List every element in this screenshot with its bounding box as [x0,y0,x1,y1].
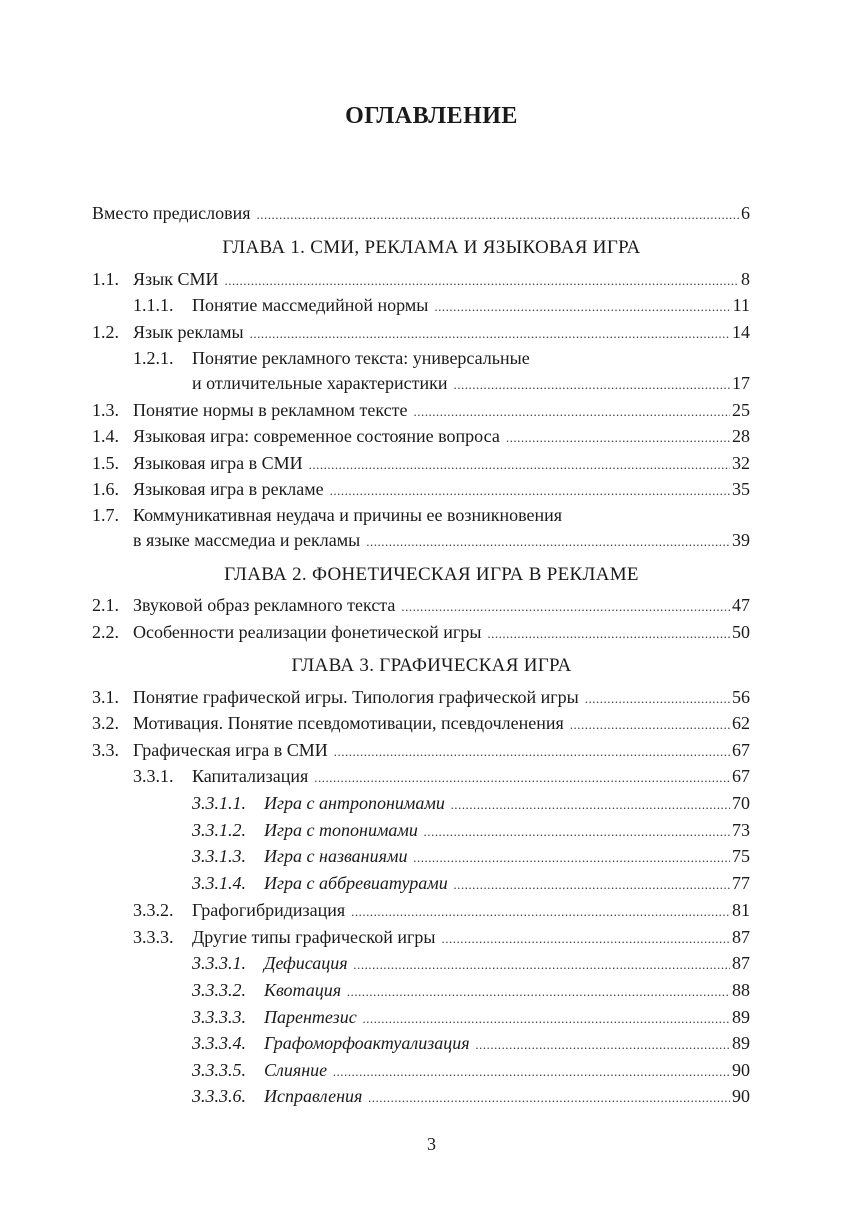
toc-entry-text: Парентезис [264,1007,357,1027]
toc-entry[interactable] [92,424,750,448]
leader-dots [487,622,730,646]
toc-entry[interactable] [92,477,750,501]
toc-entry-text: Особенности реализации фонетической игры [133,622,482,642]
toc-entry-text: Языковая игра в СМИ [133,453,303,473]
toc-entry-number: 1.5. [92,453,119,473]
toc-entry[interactable] [92,320,750,344]
toc-entry-number: 3.3.1.4. [192,873,246,893]
toc-entry-text: Коммуникативная неудача и причины ее возникновения [133,505,563,525]
toc-entry[interactable] [192,844,750,868]
leader-dots [333,1060,730,1084]
leader-dots [347,980,730,1004]
toc-entry-page: 73 [732,820,750,840]
toc-entry-page: 70 [732,793,750,813]
toc-entry-text: и отличительные характеристики [192,373,448,393]
leader-dots [257,203,739,227]
toc-entry-page: 14 [732,322,750,342]
toc-entry-text: Графическая игра в СМИ [133,740,328,760]
toc-entry[interactable] [92,711,750,735]
toc-entry[interactable] [92,738,750,762]
toc-entry-page: 81 [732,900,750,920]
leader-dots [454,873,730,897]
toc-entry-page: 17 [732,373,750,393]
toc-entry-page: 35 [732,479,750,499]
toc-entry-page: 56 [732,687,750,707]
toc-entry[interactable] [133,898,750,922]
leader-dots [224,269,739,293]
leader-dots [366,530,730,554]
toc-entry[interactable] [92,685,750,709]
toc-entry-preface[interactable] [92,201,750,225]
toc-entry-number: 1.2. [92,322,119,342]
toc-entry[interactable] [192,871,750,895]
toc-entry-page: 75 [732,846,750,866]
toc-entry-page: 89 [732,1033,750,1053]
leader-dots [476,1033,730,1057]
toc-entry-text: Игра с аббревиатурами [264,873,448,893]
leader-dots [453,373,730,397]
toc-entry[interactable] [92,267,750,291]
toc-entry-text: Вместо предисловия [92,203,251,223]
toc-entry-number: 3.3. [92,740,119,760]
toc-entry[interactable] [92,620,750,644]
leader-dots [401,595,730,619]
toc-entry-number: 1.6. [92,479,119,499]
toc-entry-page: 8 [741,269,750,289]
toc-entry-number: 3.3.3. [133,927,174,947]
leader-dots [363,1007,730,1031]
leader-dots [413,846,730,870]
toc-entry-text: Звуковой образ рекламного текста [133,595,396,615]
toc-entry[interactable] [133,293,750,317]
toc-entry-text: Квотация [264,980,342,1000]
leader-dots [354,953,730,977]
toc-entry-text: Мотивация. Понятие псевдомотивации, псевдочленения [133,713,564,733]
toc-entry-number: 3.2. [92,713,119,733]
toc-entry-text: Слияние [264,1060,328,1080]
toc-entry-number: 1.1. [92,269,119,289]
toc-entry-text: Исправления [264,1086,363,1106]
toc-entry-text: Игра с антропонимами [264,793,445,813]
toc-entry[interactable] [192,1084,750,1108]
toc-entry-text: Другие типы графической игры [192,927,436,947]
toc-entry-number: 1.1.1. [133,295,174,315]
toc-entry-continuation[interactable] [133,528,750,552]
toc-entry-first-line[interactable] [133,346,530,370]
toc-entry-page: 62 [732,713,750,733]
toc-entry-page: 90 [732,1060,750,1080]
toc-entry-page: 90 [732,1086,750,1106]
toc-entry-text: Игра с топонимами [264,820,418,840]
toc-entry-page: 89 [732,1007,750,1027]
leader-dots [309,453,730,477]
toc-entry[interactable] [192,951,750,975]
toc-entry-number: 1.4. [92,426,119,446]
toc-entry-number: 3.3.1. [133,766,174,786]
toc-entry-page: 77 [732,873,750,893]
chapter-heading: ГЛАВА 1. СМИ, РЕКЛАМА И ЯЗЫКОВАЯ ИГРА [222,237,641,258]
toc-entry-page: 32 [732,453,750,473]
leader-dots [451,793,730,817]
toc-entry-number: 3.3.3.2. [192,980,246,1000]
toc-entry-number: 3.3.3.6. [192,1086,246,1106]
toc-entry-number: 3.3.3.5. [192,1060,246,1080]
toc-entry-text: в языке массмедиа и рекламы [133,530,361,550]
toc-entry-page: 11 [732,295,750,315]
toc-entry-number: 1.7. [92,505,119,525]
leader-dots [442,927,731,951]
toc-entry[interactable] [92,398,750,422]
toc-entry-number: 3.3.1.1. [192,793,246,813]
toc-entry[interactable] [192,1005,750,1029]
toc-entry-text: Понятие нормы в рекламном тексте [133,400,408,420]
toc-entry-number: 3.3.1.2. [192,820,246,840]
toc-entry-page: 39 [732,530,750,550]
toc-entry-text: Язык СМИ [133,269,219,289]
leader-dots [506,426,730,450]
leader-dots [585,687,730,711]
toc-entry-number: 3.3.3.3. [192,1007,246,1027]
chapter-heading: ГЛАВА 3. ГРАФИЧЕСКАЯ ИГРА [291,655,572,676]
leader-dots [314,766,730,790]
toc-entry-number: 1.2.1. [133,348,174,368]
toc-entry-page: 47 [732,595,750,615]
toc-entry[interactable] [133,925,750,949]
toc-entry-text: Графоморфоактуализация [264,1033,470,1053]
toc-entry[interactable] [192,818,750,842]
toc-entry-text: Игра с названиями [264,846,408,866]
toc-entry-page: 25 [732,400,750,420]
toc-entry[interactable] [192,791,750,815]
toc-entry-number: 3.1. [92,687,119,707]
toc-entry-first-line[interactable] [92,503,562,527]
toc-entry[interactable] [192,1031,750,1055]
toc-entry-page: 6 [741,203,750,223]
toc-entry[interactable] [192,978,750,1002]
toc-entry[interactable] [192,1058,750,1082]
chapter-heading: ГЛАВА 2. ФОНЕТИЧЕСКАЯ ИГРА В РЕКЛАМЕ [224,564,639,585]
leader-dots [250,322,730,346]
leader-dots [334,740,730,764]
toc-entry-page: 28 [732,426,750,446]
page-title: ОГЛАВЛЕНИЕ [345,103,518,129]
toc-entry-number: 3.3.3.1. [192,953,246,973]
toc-entry-text: Язык рекламы [133,322,244,342]
toc-entry-page: 87 [732,953,750,973]
toc-entry-text: Графогибридизация [192,900,346,920]
leader-dots [424,820,730,844]
toc-entry-page: 87 [732,927,750,947]
toc-entry-text: Языковая игра в рекламе [133,479,324,499]
toc-entry-number: 2.2. [92,622,119,642]
toc-entry-number: 3.3.2. [133,900,174,920]
toc-entry-text: Дефисация [264,953,348,973]
toc-entry-text: Капитализация [192,766,309,786]
toc-entry[interactable] [92,451,750,475]
toc-entry-page: 67 [732,766,750,786]
leader-dots [368,1086,730,1110]
toc-entry-text: Понятие массмедийной нормы [192,295,429,315]
leader-dots [351,900,730,924]
leader-dots [330,479,730,503]
toc-entry-page: 88 [732,980,750,1000]
toc-entry-text: Понятие рекламного текста: универсальные [192,348,530,368]
page-number: 3 [427,1134,436,1154]
leader-dots [434,295,730,319]
toc-entry-continuation[interactable] [192,371,750,395]
toc-entry-number: 3.3.1.3. [192,846,246,866]
toc-entry[interactable] [92,593,750,617]
toc-entry-number: 3.3.3.4. [192,1033,246,1053]
leader-dots [570,713,730,737]
leader-dots [414,400,730,424]
toc-entry-number: 2.1. [92,595,119,615]
toc-entry-text: Понятие графической игры. Типология графической игры [133,687,579,707]
toc-entry-text: Языковая игра: современное состояние вопроса [133,426,500,446]
toc-entry-page: 67 [732,740,750,760]
toc-entry[interactable] [133,764,750,788]
toc-entry-number: 1.3. [92,400,119,420]
toc-entry-page: 50 [732,622,750,642]
